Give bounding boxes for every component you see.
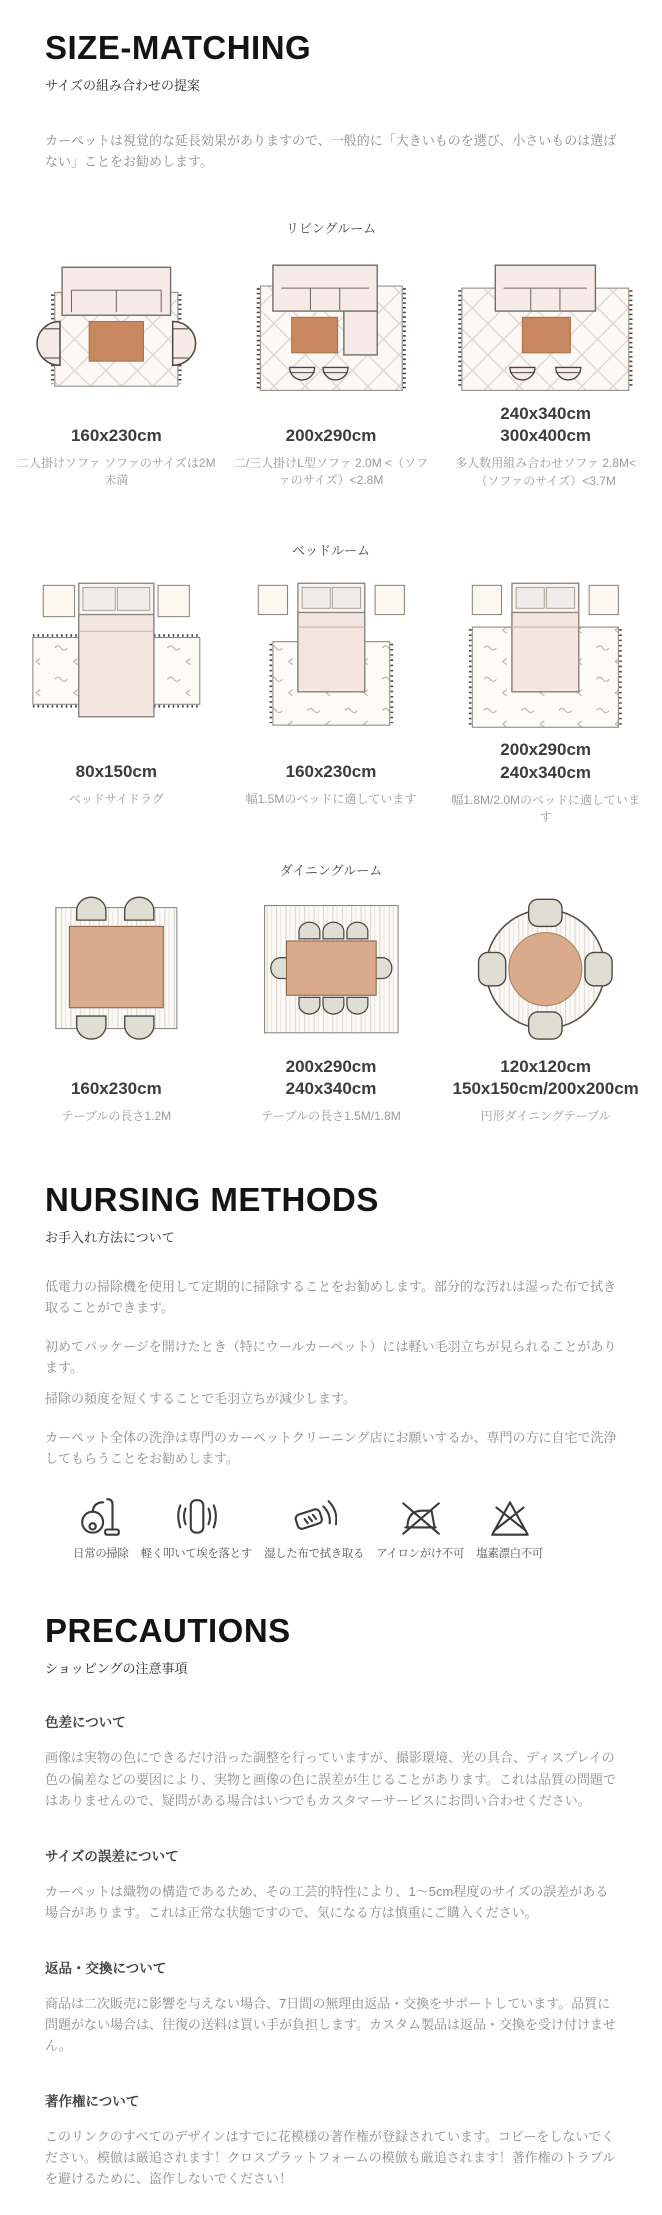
no-bleach-icon: [487, 1495, 533, 1541]
care-label: 日常の掃除: [73, 1548, 129, 1561]
size-label: 160x230cm: [70, 425, 162, 445]
nursing-section: [0, 1126, 662, 1562]
dining-rug-200x290-diagram: [227, 893, 436, 1050]
living-card-2: [227, 261, 436, 490]
size-label: 80x150cm: [75, 762, 157, 782]
beat-dust-icon: [173, 1495, 219, 1541]
care-label: 湿した布で拭き取る: [264, 1548, 364, 1561]
dining-card-3: [441, 893, 650, 1125]
bedroom-rug-160x230-diagram: [227, 577, 436, 734]
precaution-body: カーペットは織物の構造であるため、その工芸的特性により、1〜5cm程度のサイズの誤差がある場合があります。これは正常な状態ですので、気になる方は慎重にご購入ください。: [45, 1883, 609, 1920]
size-label: 240x340cm: [285, 1079, 377, 1099]
nursing-title: NURSING METHODS: [45, 1180, 379, 1218]
bedroom-card-3: [441, 577, 650, 826]
living-rug-160x230-diagram: [12, 261, 221, 397]
care-item-beat-dust: [141, 1495, 252, 1561]
bedroom-rug-200x290-diagram: [441, 577, 650, 734]
nursing-paragraph: 初めてパッケージを開けたとき（特にウールカーペット）には軽い毛羽立ちが見られることがあります。: [45, 1338, 617, 1375]
dining-grid: [0, 893, 662, 1125]
size-label: 160x230cm: [285, 762, 377, 782]
precaution-heading: 著作権について: [45, 2093, 140, 2109]
size-desc: 多人数用組み合わせソファ 2.8M<（ソファのサイズ）<3.7M: [455, 456, 637, 488]
size-label: 160x230cm: [70, 1078, 162, 1098]
living-card-1: [12, 261, 221, 490]
precaution-copyright: [45, 2090, 617, 2189]
size-label: 240x340cm: [500, 404, 592, 424]
precaution-size-tolerance: [45, 1845, 617, 1923]
size-desc: テーブルの長さ1.5M/1.8M: [261, 1109, 401, 1124]
care-label: 塩素漂白不可: [476, 1548, 543, 1561]
size-desc: 二/三人掛けL型ソファ 2.0M <（ソファのサイズ）<2.8M: [233, 456, 429, 488]
nursing-paragraph: カーペット全体の洗浄は専門のカーペットクリーニング店にお願いするか、専門の方に自宅で洗浄してもらうことをお勧めします。: [45, 1430, 617, 1467]
dining-card-2: [227, 893, 436, 1125]
care-label: 軽く叩いて埃を落とす: [140, 1548, 252, 1561]
living-card-3: [441, 261, 650, 490]
size-matching-title: SIZE-MATCHING: [45, 29, 312, 66]
care-item-no-iron: [376, 1495, 464, 1561]
precaution-heading: 返品・交換について: [45, 1960, 167, 1976]
size-desc: 円形ダイニングテーブル: [480, 1109, 611, 1124]
bedroom-card-1: [12, 577, 221, 826]
dining-card-1: [12, 893, 221, 1125]
size-desc: 幅1.8M/2.0Mのベッドに適しています: [451, 792, 641, 825]
dining-rug-160x230-diagram: [12, 893, 221, 1049]
precaution-body: 商品は二次販売に影響を与えない場合、7日間の無理由返品・交換をサポートしています。品質に問題がない場合は、往復の送料は買い手が負担します。カスタム製品は返品・交換を受け付けません。: [45, 1995, 616, 2053]
damp-wipe-icon: [291, 1495, 337, 1541]
care-item-damp-wipe: [264, 1495, 364, 1561]
care-icons-row: [73, 1495, 543, 1561]
precaution-color-difference: [45, 1711, 617, 1810]
size-matching-intro: カーペットは視覚的な延長効果がありますので、一般的に「大きいものを選び、小さいものは選ばない」ことをお勧めします。: [45, 133, 617, 170]
bedroom-card-2: [227, 577, 436, 826]
size-desc: 幅1.5Mのベッドに適しています: [245, 792, 417, 807]
precautions-subtitle: ショッピングの注意事項: [45, 1661, 188, 1677]
room-label-bedroom: ベッドルーム: [291, 542, 370, 558]
living-rug-200x290-diagram: [227, 261, 436, 397]
precaution-heading: サイズの誤差について: [45, 1848, 179, 1864]
precaution-heading: 色差について: [45, 1715, 126, 1731]
nursing-paragraph: 低電力の掃除機を使用して定期的に掃除することをお勧めします。部分的な汚れは湿った布で拭き取ることができます。: [45, 1278, 616, 1315]
precaution-returns: [45, 1957, 617, 2056]
size-label: 200x290cm: [285, 1056, 377, 1076]
nursing-paragraph: 掃除の頻度を短くすることで毛羽立ちが減少します。: [45, 1391, 356, 1407]
vacuum-icon: [78, 1495, 124, 1541]
no-iron-icon: [397, 1495, 443, 1541]
size-label: 200x290cm: [500, 740, 592, 760]
bedroom-grid: [0, 577, 662, 826]
room-label-living: リビングルーム: [285, 221, 377, 237]
dining-round-rug-diagram: [441, 893, 650, 1050]
care-item-no-bleach: [476, 1495, 543, 1561]
size-desc: ベッドサイドラグ: [68, 792, 164, 807]
precaution-body: 画像は実物の色にできるだけ沿った調整を行っていますが、撮影環境、光の具合、ディスプレイの色の偏差などの要因により、実物と画像の色に誤差が生じることがあります。これは品質の問題ではありませんので、疑問がある場合はいつでもカスタマーサービスにお問い合わせください。: [45, 1750, 616, 1808]
room-label-dining: ダイニングルーム: [279, 863, 383, 879]
size-label: 120x120cm: [500, 1056, 592, 1076]
size-label: 150x150cm/200x200cm: [452, 1079, 639, 1099]
precautions-section: [0, 1561, 662, 2215]
size-matching-subtitle: サイズの組み合わせの提案: [45, 78, 200, 94]
care-label: アイロンがけ不可: [376, 1548, 465, 1561]
precaution-body: このリンクのすべてのデザインはすでに花模様の著作権が登録されています。コピーをしないでください。模倣は厳追されます！クロスプラットフォームの模倣も厳追されます！著作権のトラブルを避けるために、盗作しないでください！: [45, 2128, 616, 2186]
nursing-subtitle: お手入れ方法について: [45, 1229, 175, 1245]
size-label: 300x400cm: [500, 426, 592, 446]
size-desc: テーブルの長さ1.2M: [61, 1108, 172, 1123]
living-room-grid: [0, 261, 662, 490]
size-label: 200x290cm: [285, 425, 377, 445]
size-label: 240x340cm: [500, 762, 592, 782]
precautions-title: PRECAUTIONS: [45, 1612, 291, 1650]
bedside-rug-80x150-diagram: [12, 577, 221, 733]
size-desc: 二人掛けソファ ソファのサイズは2M未満: [17, 456, 216, 488]
size-matching-section: [0, 0, 662, 172]
living-rug-240x340-diagram: [441, 261, 650, 397]
care-item-vacuum: [73, 1495, 129, 1561]
